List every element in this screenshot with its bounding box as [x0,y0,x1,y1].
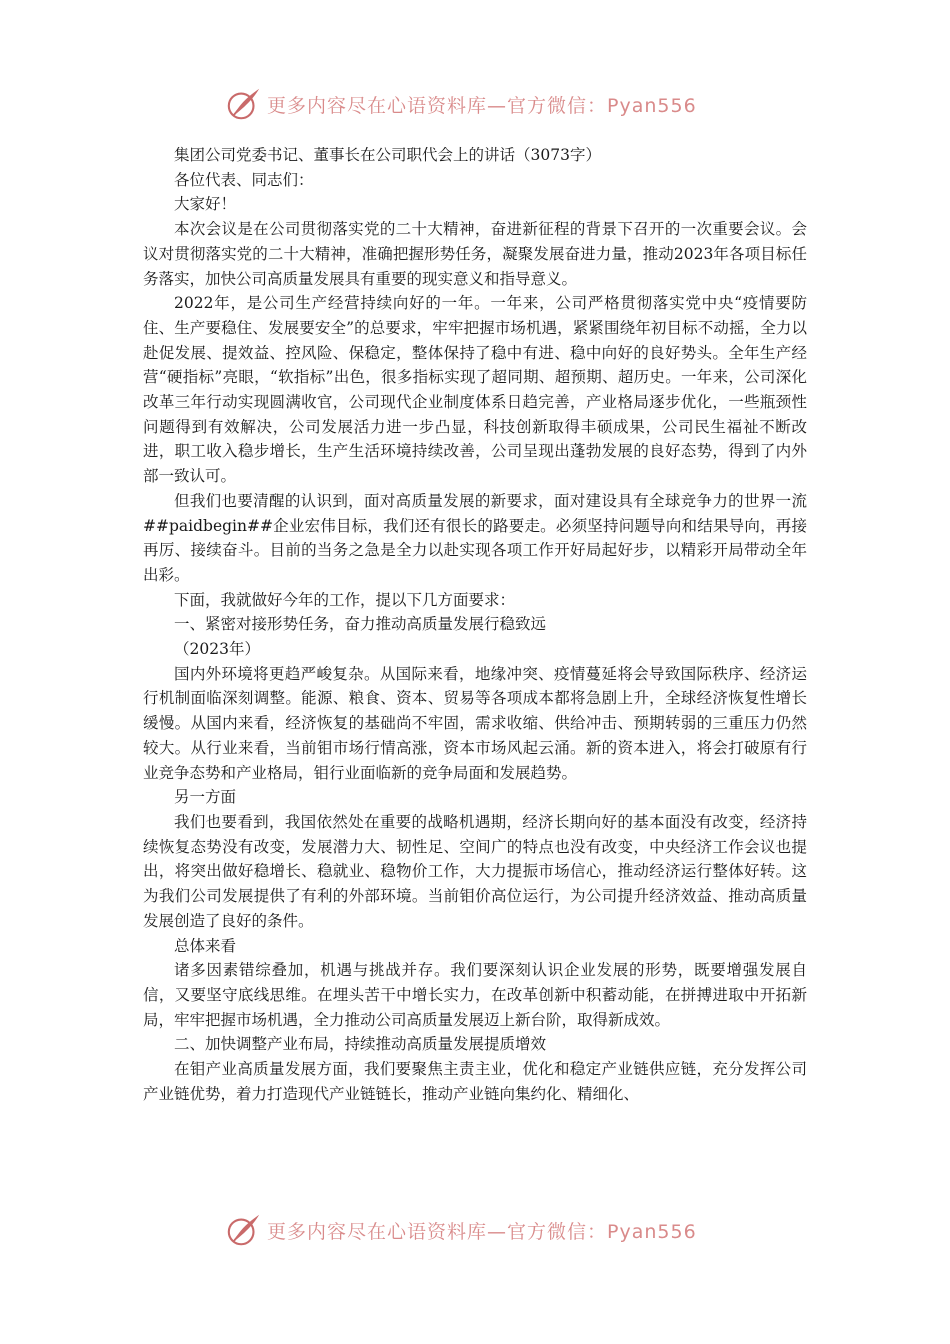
watermark-banner-top [225,84,697,124]
watermark-banner-bottom [225,1210,697,1250]
subheading: 总体来看 [174,936,237,955]
paragraph: 我们也要看到，我国依然处在重要的战略机遇期，经济长期向好的基本面没有改变，经济持续恢复态势没有改变，发展潜力大、韧性足、空间广的特点也没有改变，中央经济工作会议也提出，将突出做好稳增长、稳就业、稳物价工作，大力提振市场信心，推动经济运行整体好转。这为我们公司发展提供了有利的外部环境。当前钼价高位运行，为公司提升经济效益、推动高质量发展创造了良好的条件。 [143,812,807,930]
quill-logo-icon [225,85,263,123]
paragraph: 国内外环境将更趋严峻复杂。从国际来看，地缘冲突、疫情蔓延将会导致国际秩序、经济运行机制面临深刻调整。能源、粮食、资本、贸易等各项成本都将急剧上升，全球经济恢复性增长缓慢。从国内来看，经济恢复的基础尚不牢固，需求收缩、供给冲击、预期转弱的三重压力仍然较大。从行业来看，当前钼市场行情高涨，资本市场风起云涌。新的资本进入，将会打破原有行业竞争态势和产业格局，钼行业面临新的竞争局面和发展趋势。 [143,664,807,782]
watermark-text: 更多内容尽在心语资料库—官方微信：Pyan556 [267,1220,697,1243]
paragraph: 诸多因素错综叠加，机遇与挑战并存。我们要深刻认识企业发展的形势，既要增强发展自信，又要坚守底线思维。在埋头苦干中增长实力，在改革创新中积蓄动能，在拼搏进取中开拓新局，牢牢把握市场机遇，全力推动公司高质量发展迈上新台阶，取得新成效。 [143,961,807,1029]
section-heading: 一、紧密对接形势任务，奋力推动高质量发展行稳致远 [174,615,547,634]
paragraph: 在钼产业高质量发展方面，我们要聚焦主责主业，优化和稳定产业链供应链，充分发挥公司产业链优势，着力打造现代产业链链长，推动产业链向集约化、精细化、 [143,1060,807,1103]
quill-logo-icon [225,1211,263,1249]
paragraph: 下面，我就做好今年的工作，提以下几方面要求： [174,590,516,609]
section-heading: 二、加快调整产业布局，持续推动高质量发展提质增效 [174,1035,547,1054]
document-body [143,143,807,1106]
subheading: 另一方面 [174,788,237,807]
speech-title: 集团公司党委书记、董事长在公司职代会上的讲话（3073字） [174,146,601,164]
greeting: 大家好！ [174,195,237,214]
watermark-text: 更多内容尽在心语资料库—官方微信：Pyan556 [267,94,697,117]
paragraph: 2022年，是公司生产经营持续向好的一年。一年来，公司严格贯彻落实党中央“疫情要防住、生产要稳住、发展要安全”的总要求，牢牢把握市场机遇，紧紧围绕年初目标不动摇，全力以赴促发展、提效益、控风险、保稳定，整体保持了稳中有进、稳中向好的良好势头。全年生产经营“硬指标”亮眼，“软指标”出色，很多指标实现了超同期、超预期、超历史。一年来，公司深化改革三年行动实现圆满收官，公司现代企业制度体系日趋完善，产业格局逐步优化，一些瓶颈性问题得到有效解决，公司发展活力进一步凸显，科技创新取得丰硕成果，公司民生福祉不断改进，职工收入稳步增长，生产生活环境持续改善，公司呈现出蓬勃发展的良好态势，得到了内外部一致认可。 [143,294,807,486]
year-note: （2023年） [174,640,260,659]
paragraph: 但我们也要清醒的认识到，面对高质量发展的新要求，面对建设具有全球竞争力的世界一流##paidbegin##企业宏伟目标，我们还有很长的路要走。必须坚持问题导向和结果导向，再接再厉、接续奋斗。目前的当务之急是全力以赴实现各项工作开好局起好步，以精彩开局带动全年出彩。 [143,491,807,584]
paragraph: 本次会议是在公司贯彻落实党的二十大精神，奋进新征程的背景下召开的一次重要会议。会议对贯彻落实党的二十大精神，准确把握形势任务，凝聚发展奋进力量，推动2023年各项目标任务落实，加快公司高质量发展具有重要的现实意义和指导意义。 [143,220,807,288]
salutation: 各位代表、同志们： [174,170,314,189]
